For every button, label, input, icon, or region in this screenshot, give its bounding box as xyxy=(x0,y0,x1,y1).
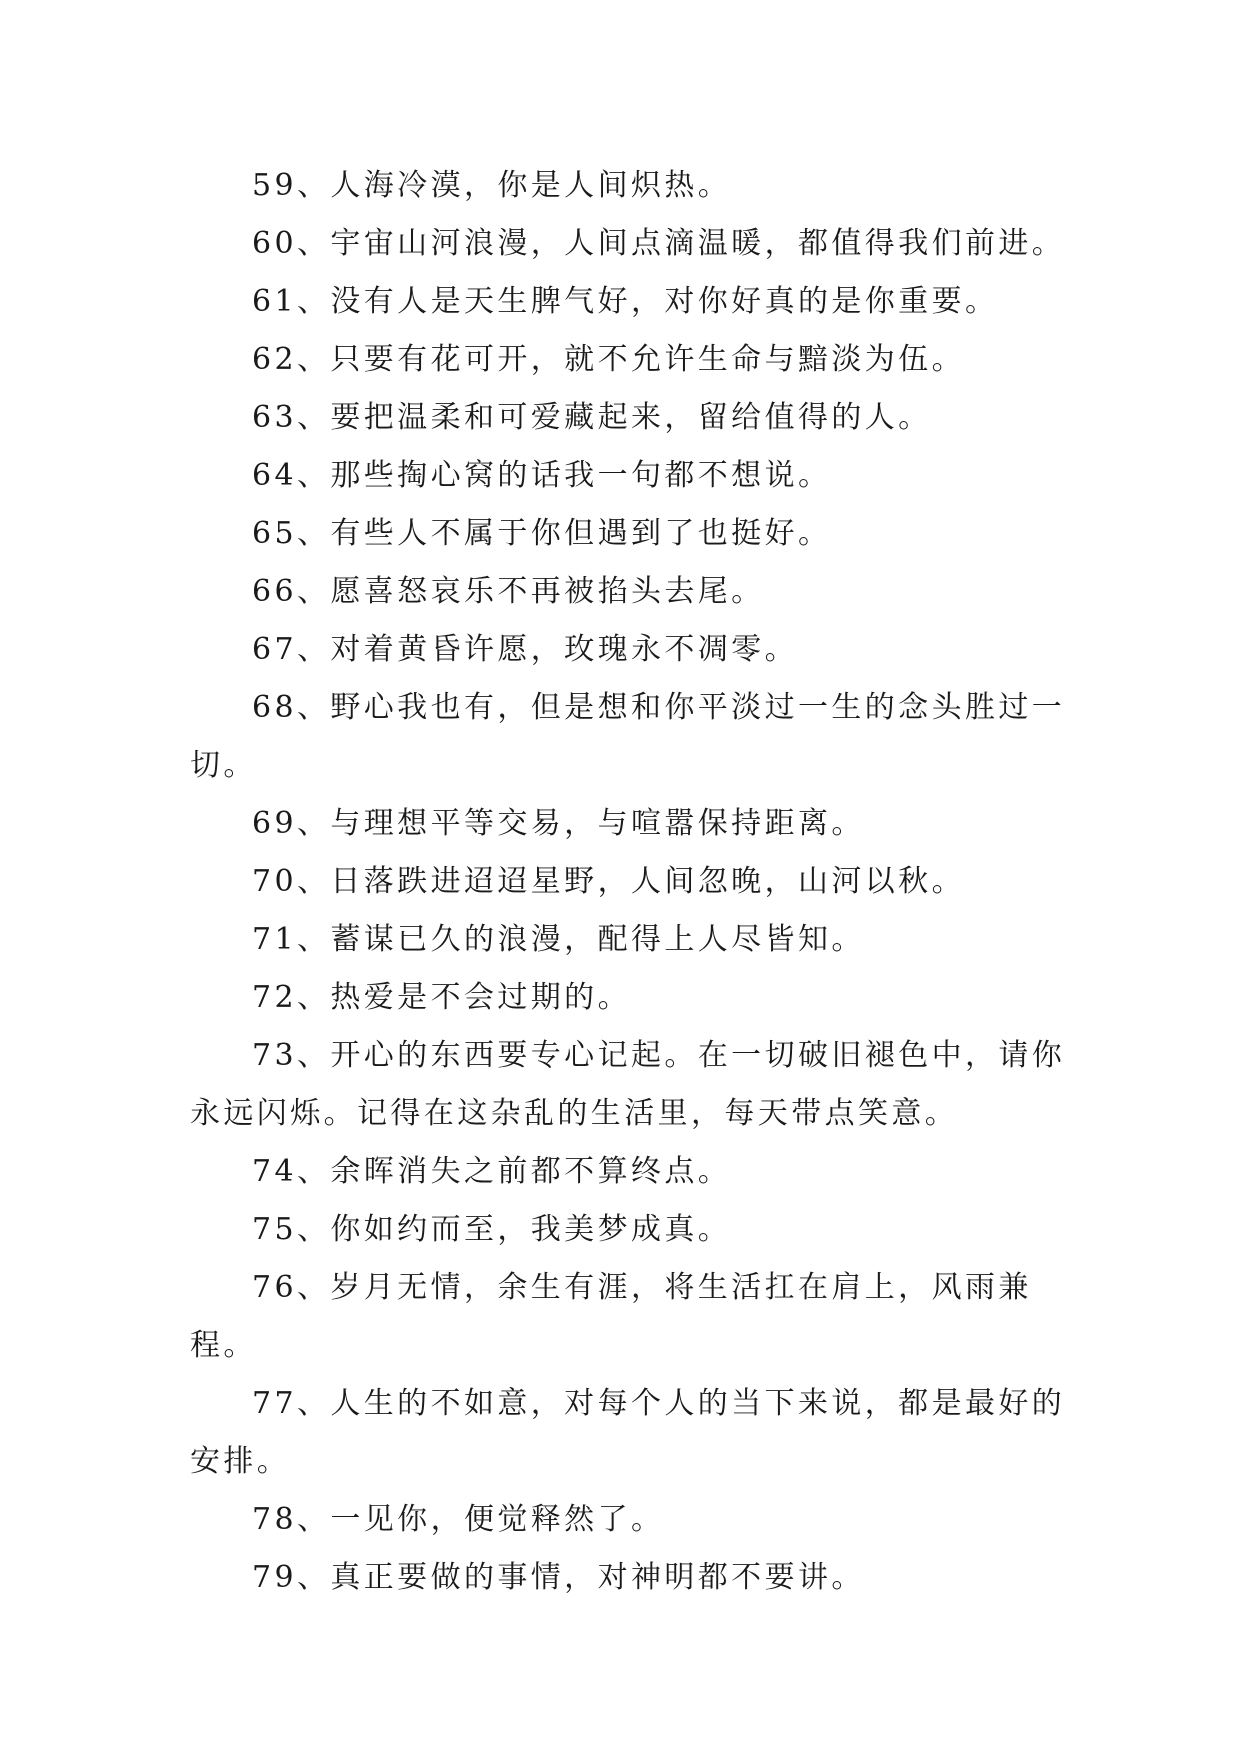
paragraph-73: 73、开心的东西要专心记起。在一切破旧褪色中，请你永远闪烁。记得在这杂乱的生活里，每天带点笑意。 xyxy=(190,1038,1066,1131)
paragraph-60: 60、宇宙山河浪漫，人间点滴温暖，都值得我们前进。 xyxy=(252,226,1066,261)
paragraph-74: 74、余晖消失之前都不算终点。 xyxy=(252,1154,732,1189)
paragraph-67: 67、对着黄昏许愿，玫瑰永不凋零。 xyxy=(252,632,798,667)
paragraph-59: 59、人海冷漠，你是人间炽热。 xyxy=(252,168,732,203)
paragraph-66: 66、愿喜怒哀乐不再被掐头去尾。 xyxy=(252,574,765,609)
paragraph-72: 72、热爱是不会过期的。 xyxy=(252,980,631,1015)
paragraph-61: 61、没有人是天生脾气好，对你好真的是你重要。 xyxy=(252,284,999,319)
paragraph-70: 70、日落跌进迢迢星野，人间忽晚，山河以秋。 xyxy=(252,864,965,899)
paragraph-71: 71、蓄谋已久的浪漫，配得上人尽皆知。 xyxy=(252,922,865,957)
paragraph-69: 69、与理想平等交易，与喧嚣保持距离。 xyxy=(252,806,865,841)
paragraph-64: 64、那些掏心窝的话我一句都不想说。 xyxy=(252,458,832,493)
paragraph-78: 78、一见你，便觉释然了。 xyxy=(252,1502,665,1537)
paragraph-63: 63、要把温柔和可爱藏起来，留给值得的人。 xyxy=(252,400,932,435)
paragraph-62: 62、只要有花可开，就不允许生命与黯淡为伍。 xyxy=(252,342,965,377)
paragraph-65: 65、有些人不属于你但遇到了也挺好。 xyxy=(252,516,832,551)
paragraph-79: 79、真正要做的事情，对神明都不要讲。 xyxy=(252,1560,865,1595)
document-body xyxy=(190,157,1070,1607)
paragraph-77: 77、人生的不如意，对每个人的当下来说，都是最好的安排。 xyxy=(190,1386,1066,1479)
paragraph-75: 75、你如约而至，我美梦成真。 xyxy=(252,1212,732,1247)
paragraph-68: 68、野心我也有，但是想和你平淡过一生的念头胜过一切。 xyxy=(190,690,1066,783)
paragraph-76: 76、岁月无情，余生有涯，将生活扛在肩上，风雨兼程。 xyxy=(190,1270,1032,1363)
